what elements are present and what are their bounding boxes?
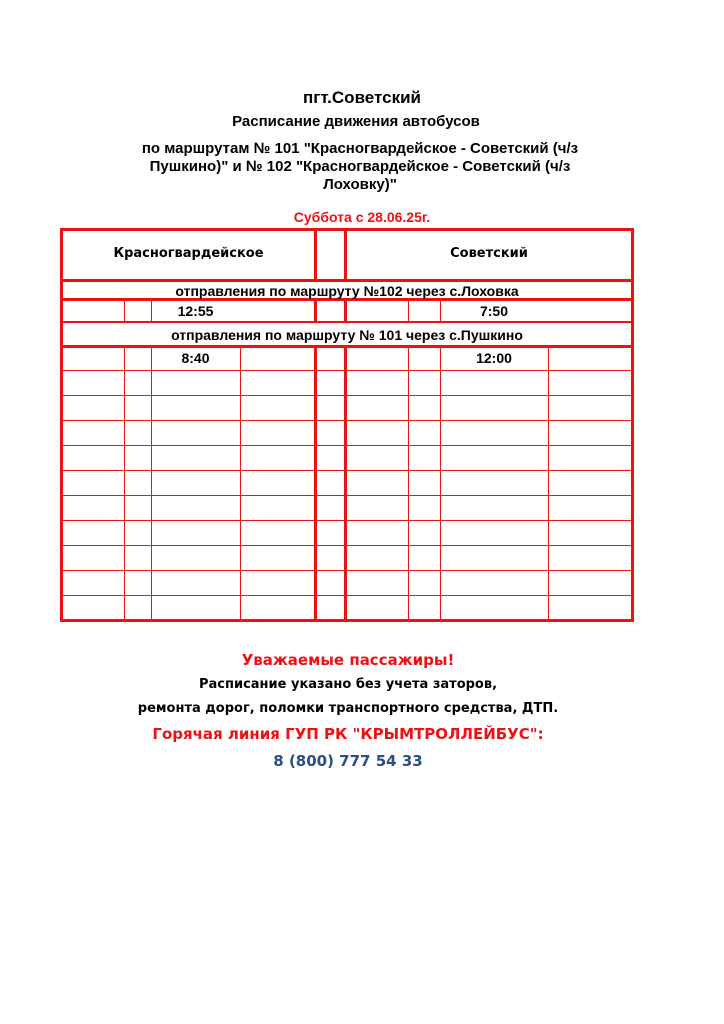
table-divider <box>344 345 347 619</box>
table-divider <box>408 298 409 321</box>
table-divider <box>240 345 241 619</box>
schedule-table <box>60 228 634 622</box>
section-route-101: отправления по маршруту № 101 через с.Пушкино <box>171 327 523 343</box>
table-divider <box>63 520 631 521</box>
routes-description <box>0 140 722 194</box>
table-divider <box>63 370 631 371</box>
routes-line-2: Пушкино)" и № 102 "Красногвардейское - Советский (ч/з <box>149 158 571 175</box>
table-divider <box>124 345 125 619</box>
hotline-label: Горячая линия ГУП РК "КРЫМТРОЛЛЕЙБУС": <box>152 725 544 743</box>
column-header-krasnogvardeyskoe: Красногвардейское <box>113 246 264 261</box>
section-route-102: отправления по маршруту №102 через с.Лоховка <box>175 283 519 299</box>
table-divider <box>314 298 317 321</box>
table-divider <box>63 279 631 282</box>
day-label: Суббота с 28.06.25г. <box>293 209 431 225</box>
routes-line-1: по маршрутам № 101 "Красногвардейское - Советский (ч/з <box>141 140 579 157</box>
departure-time: 12:55 <box>177 303 214 319</box>
table-divider <box>63 545 631 546</box>
column-header-sovetsky: Советский <box>450 246 528 261</box>
departure-time: 7:50 <box>479 303 509 319</box>
table-divider <box>124 298 125 321</box>
table-divider <box>344 298 347 321</box>
table-divider <box>440 345 441 619</box>
notice-greeting: Уважаемые пассажиры! <box>241 651 455 669</box>
table-divider <box>548 345 549 619</box>
table-divider <box>63 395 631 396</box>
schedule-subtitle: Расписание движения автобусов <box>232 113 480 130</box>
table-divider <box>63 345 631 348</box>
table-divider <box>408 345 409 619</box>
table-divider <box>63 595 631 596</box>
departure-time: 8:40 <box>181 350 210 366</box>
departure-time: 12:00 <box>476 350 512 366</box>
table-divider <box>63 420 631 421</box>
table-divider <box>63 445 631 446</box>
table-divider <box>63 470 631 471</box>
hotline-phone: 8 (800) 777 54 33 <box>273 752 423 770</box>
table-divider <box>151 345 152 619</box>
table-divider <box>63 321 631 323</box>
town-title: пгт.Советский <box>303 88 421 107</box>
notice-line-1: Расписание указано без учета заторов, <box>198 677 498 692</box>
table-divider <box>63 495 631 496</box>
notice-line-2: ремонта дорог, поломки транспортного средства, ДТП. <box>137 701 559 716</box>
routes-line-3: Лоховку)" <box>323 176 397 193</box>
table-divider <box>63 570 631 571</box>
table-divider <box>314 231 317 279</box>
table-divider <box>314 345 317 619</box>
